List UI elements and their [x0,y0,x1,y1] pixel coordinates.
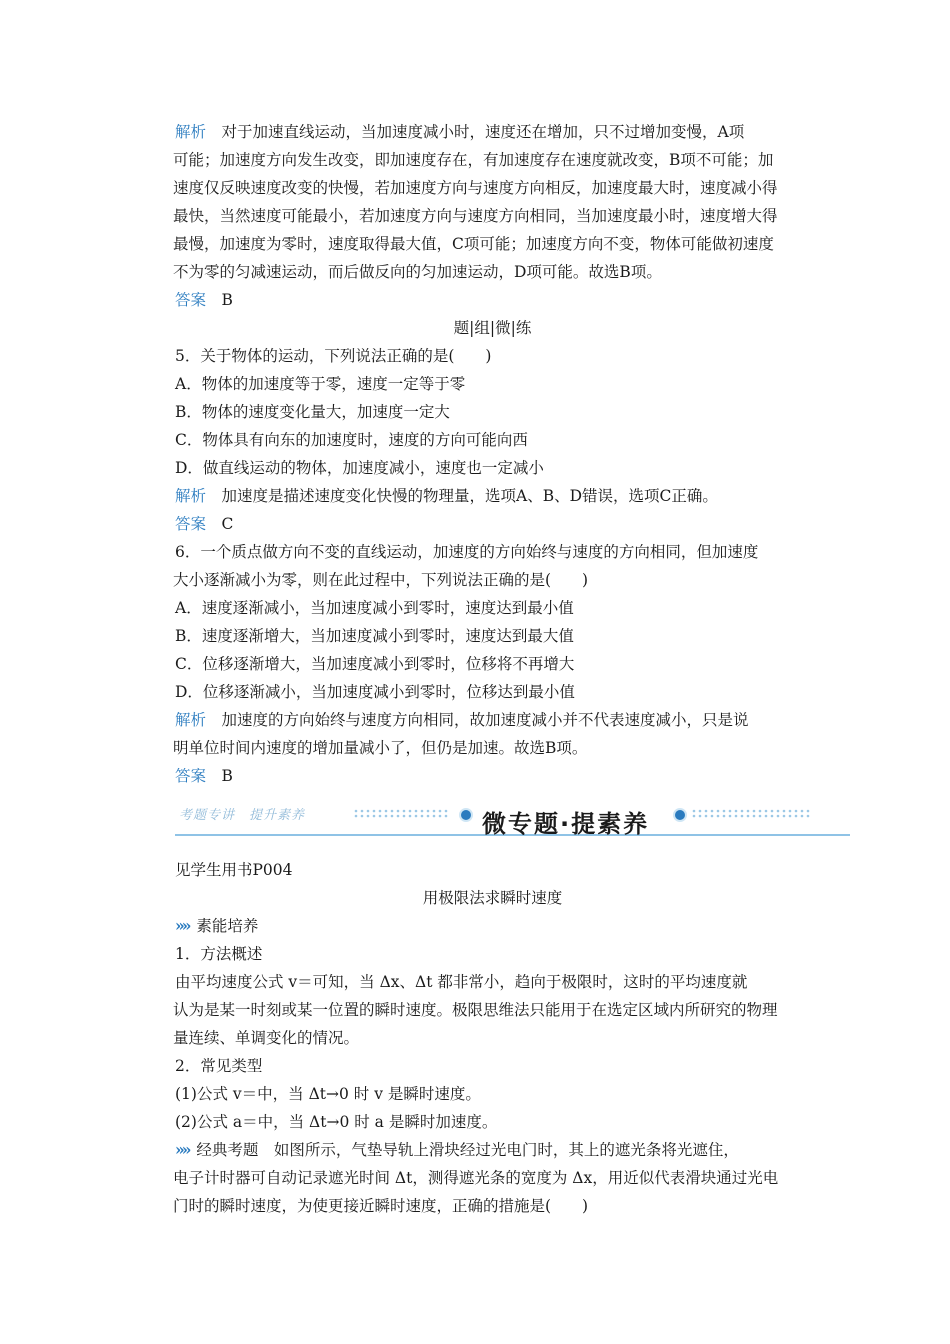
q6-option-c: C．位移逐渐增大，当加速度减小到零时，位移将不再增大 [175,655,575,673]
classic-problem-line-1: »» 经典考题 如图所示，气垫导轨上滑块经过光电门时，其上的遮光条将光遮住， [175,1140,739,1159]
q6-option-d: D．位移逐渐减小，当加速度减小到零时，位移达到最小值 [175,683,575,701]
banner-dots-left-icon [353,808,453,818]
banner-left-text: 考题专讲 提升素养 [179,808,306,823]
q6-analysis-line-2: 明单位时间内速度的增加量减小了，但仍是加速。故选B项。 [173,739,588,757]
method-line-2: 认为是某一时刻或某一位置的瞬时速度。极限思维法只能用于在选定区域内所研究的物理 [173,1001,778,1019]
method-line-1: 由平均速度公式 v＝可知，当 Δx、Δt 都非常小，趋向于极限时，这时的平均速度就 [175,973,748,991]
q5-option-c: C．物体具有向东的加速度时，速度的方向可能向西 [175,431,528,449]
section-title: 题|组|微|练 [453,319,532,337]
q5-option-d: D．做直线运动的物体，加速度减小，速度也一定减小 [175,459,544,477]
analysis-1-line-6: 不为零的匀减速运动，而后做反向的匀加速运动，D项可能。故选B项。 [173,263,662,281]
q5-stem: 5．关于物体的运动，下列说法正确的是( ) [175,347,492,365]
types-item-2: (2)公式 a＝中，当 Δt→0 时 a 是瞬时加速度。 [175,1113,498,1131]
banner-dots-right-icon [691,808,841,818]
q5-answer: 答案 C [175,515,234,533]
banner-title: 微专题·提素养 [482,810,650,838]
document-page [175,118,810,1220]
q6-option-a: A．速度逐渐减小，当加速度减小到零时，速度达到最小值 [175,599,574,617]
q5-option-b: B．物体的速度变化量大，加速度一定大 [175,403,450,421]
double-arrow-icon: »» [175,916,189,935]
types-item-1: (1)公式 v＝中，当 Δt→0 时 v 是瞬时速度。 [175,1085,481,1103]
answer-1: 答案 B [175,291,233,309]
banner-bullet-left-icon [459,808,473,822]
method-heading: 1．方法概述 [175,945,263,963]
answer-tag: 答案 [175,291,207,309]
classic-problem-line-3: 门时的瞬时速度，为使更接近瞬时速度，正确的措施是( ) [173,1197,589,1215]
micro-topic-banner [175,798,850,850]
student-book-reference: 见学生用书P004 [175,861,293,879]
q6-answer: 答案 B [175,767,233,785]
analysis-1-line-5: 最慢，加速度为零时，速度取得最大值，C项可能；加速度方向不变，物体可能做初速度 [173,235,774,253]
skills-heading: »» 素能培养 [175,916,259,935]
analysis-1-line-4: 最快，当然速度可能最小，若加速度方向与速度方向相同，当加速度最小时，速度增大得 [173,207,778,225]
method-line-3: 量连续、单调变化的情况。 [173,1029,360,1047]
analysis-1-line-2: 可能；加速度方向发生改变，即加速度存在，有加速度存在速度就改变，B项不可能；加 [173,151,774,169]
q6-option-b: B．速度逐渐增大，当加速度减小到零时，速度达到最大值 [175,627,574,645]
banner-bullet-right-icon [673,808,687,822]
analysis-1-line-1: 解析 对于加速直线运动，当加速度减小时，速度还在增加，只不过增加变慢，A项 [175,123,745,141]
analysis-tag: 解析 [175,123,207,141]
classic-problem-line-2: 电子计时器可自动记录遮光时间 Δt，测得遮光条的宽度为 Δx，用近似代表滑块通过光电 [173,1169,779,1187]
q6-stem-line-2: 大小逐渐减小为零，则在此过程中，下列说法正确的是( ) [173,571,589,589]
q6-stem-line-1: 6．一个质点做方向不变的直线运动，加速度的方向始终与速度的方向相同，但加速度 [175,543,759,561]
topic-title: 用极限法求瞬时速度 [422,889,563,907]
q6-analysis-line-1: 解析 加速度的方向始终与速度方向相同，故加速度减小并不代表速度减小，只是说 [175,711,749,729]
double-arrow-icon: »» [175,1140,189,1159]
analysis-1-line-3: 速度仅反映速度改变的快慢，若加速度方向与速度方向相反，加速度最大时，速度减小得 [173,179,778,197]
q5-option-a: A．物体的加速度等于零，速度一定等于零 [175,375,466,393]
types-heading: 2．常见类型 [175,1057,263,1075]
q5-analysis: 解析 加速度是描述速度变化快慢的物理量，选项A、B、D错误，选项C正确。 [175,487,718,505]
